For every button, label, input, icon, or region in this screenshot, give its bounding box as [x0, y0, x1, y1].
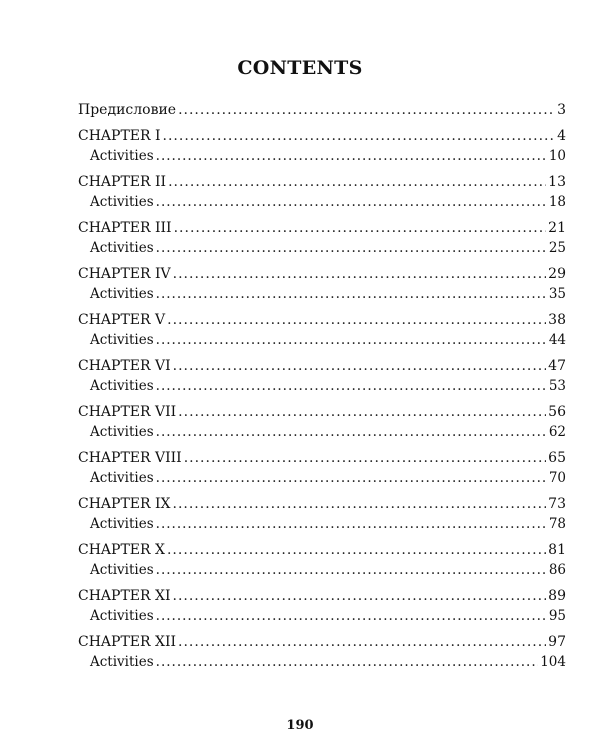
toc-entry-label: CHAPTER I [78, 128, 161, 144]
toc-leader-dots [167, 540, 546, 560]
toc-entry-page: 81 [548, 542, 566, 558]
toc-entry-page: 18 [548, 194, 566, 210]
toc-leader-dots [156, 330, 547, 350]
toc-entry-label: Activities [90, 562, 154, 578]
toc-leader-dots [168, 172, 546, 192]
toc-entry-page: 4 [557, 128, 566, 144]
toc-group-chapter-9 [78, 494, 566, 534]
toc-entry-page: 25 [548, 240, 566, 256]
toc-entry-chapter-2[interactable] [78, 172, 566, 192]
toc-entry-label: CHAPTER IV [78, 266, 171, 282]
toc-entry-label: CHAPTER VI [78, 358, 171, 374]
toc-group-chapter-5 [78, 310, 566, 350]
toc-leader-dots [178, 632, 546, 652]
toc-entry-chapter-7[interactable] [78, 402, 566, 422]
toc-entry-page: 3 [557, 102, 566, 118]
toc-entry-page: 35 [548, 286, 566, 302]
toc-group-chapter-3 [78, 218, 566, 258]
toc-entry-activities-2[interactable] [78, 192, 566, 212]
toc-group-chapter-2 [78, 172, 566, 212]
toc-entry-label: Activities [90, 470, 154, 486]
toc-entry-page: 97 [548, 634, 566, 650]
toc-entry-chapter-12[interactable] [78, 632, 566, 652]
toc-entry-label: Activities [90, 654, 154, 670]
toc-leader-dots [156, 146, 547, 166]
toc-leader-dots [163, 126, 556, 146]
toc-entry-label: Activities [90, 148, 154, 164]
toc-entry-activities-3[interactable] [78, 238, 566, 258]
toc-entry-activities-6[interactable] [78, 376, 566, 396]
toc-leader-dots [156, 284, 547, 304]
toc-leader-dots [173, 586, 547, 606]
toc-entry-label: Предисловие [78, 102, 177, 118]
toc-entry-label: Activities [90, 424, 154, 440]
table-of-contents [78, 100, 566, 678]
toc-entry-chapter-8[interactable] [78, 448, 566, 468]
page-title: CONTENTS [237, 57, 363, 79]
toc-group-chapter-12 [78, 632, 566, 672]
toc-entry-chapter-3[interactable] [78, 218, 566, 238]
toc-entry-label: Activities [90, 286, 154, 302]
toc-group-chapter-1 [78, 126, 566, 166]
toc-leader-dots [156, 422, 547, 442]
toc-entry-page: 21 [548, 220, 566, 236]
toc-entry-label: CHAPTER VII [78, 404, 177, 420]
toc-entry-chapter-1[interactable] [78, 126, 566, 146]
toc-entry-preface[interactable] [78, 100, 566, 120]
toc-leader-dots [156, 514, 547, 534]
page-number: 190 [286, 718, 314, 733]
toc-entry-label: CHAPTER VIII [78, 450, 182, 466]
toc-entry-activities-4[interactable] [78, 284, 566, 304]
toc-entry-page: 70 [548, 470, 566, 486]
toc-entry-page: 53 [548, 378, 566, 394]
toc-entry-label: Activities [90, 332, 154, 348]
toc-leader-dots [173, 264, 547, 284]
toc-leader-dots [184, 448, 546, 468]
toc-group-chapter-6 [78, 356, 566, 396]
toc-group-chapter-8 [78, 448, 566, 488]
toc-leader-dots [156, 238, 547, 258]
toc-leader-dots [156, 192, 547, 212]
toc-leader-dots [156, 560, 547, 580]
toc-leader-dots [156, 606, 547, 626]
toc-leader-dots [178, 402, 546, 422]
toc-entry-chapter-4[interactable] [78, 264, 566, 284]
toc-leader-dots [167, 310, 546, 330]
toc-leader-dots [156, 652, 539, 672]
toc-group-chapter-4 [78, 264, 566, 304]
toc-entry-label: CHAPTER IX [78, 496, 171, 512]
toc-entry-label: CHAPTER III [78, 220, 172, 236]
toc-entry-chapter-11[interactable] [78, 586, 566, 606]
toc-entry-label: CHAPTER X [78, 542, 165, 558]
toc-entry-label: Activities [90, 516, 154, 532]
toc-entry-activities-8[interactable] [78, 468, 566, 488]
toc-entry-page: 62 [548, 424, 566, 440]
toc-entry-page: 13 [548, 174, 566, 190]
toc-entry-chapter-6[interactable] [78, 356, 566, 376]
toc-entry-chapter-5[interactable] [78, 310, 566, 330]
toc-entry-page: 38 [548, 312, 566, 328]
toc-entry-page: 65 [548, 450, 566, 466]
toc-entry-label: Activities [90, 240, 154, 256]
toc-entry-page: 73 [548, 496, 566, 512]
toc-entry-page: 104 [540, 654, 566, 670]
toc-entry-page: 78 [548, 516, 566, 532]
toc-entry-page: 86 [548, 562, 566, 578]
toc-group-preface [78, 100, 566, 120]
toc-group-chapter-10 [78, 540, 566, 580]
toc-entry-label: CHAPTER II [78, 174, 167, 190]
toc-entry-label: Activities [90, 378, 154, 394]
toc-entry-page: 47 [548, 358, 566, 374]
toc-entry-activities-5[interactable] [78, 330, 566, 350]
toc-leader-dots [156, 376, 547, 396]
toc-leader-dots [178, 100, 555, 120]
toc-leader-dots [173, 494, 547, 514]
toc-entry-page: 95 [548, 608, 566, 624]
toc-entry-page: 89 [548, 588, 566, 604]
toc-entry-activities-10[interactable] [78, 560, 566, 580]
toc-entry-label: Activities [90, 608, 154, 624]
toc-entry-page: 10 [548, 148, 566, 164]
toc-entry-label: CHAPTER XII [78, 634, 177, 650]
toc-entry-page: 29 [548, 266, 566, 282]
toc-entry-activities-11[interactable] [78, 606, 566, 626]
toc-entry-label: CHAPTER XI [78, 588, 171, 604]
toc-entry-activities-12[interactable] [78, 652, 566, 672]
toc-group-chapter-7 [78, 402, 566, 442]
toc-entry-activities-1[interactable] [78, 146, 566, 166]
toc-leader-dots [156, 468, 547, 488]
toc-entry-page: 44 [548, 332, 566, 348]
toc-entry-label: Activities [90, 194, 154, 210]
toc-leader-dots [174, 218, 547, 238]
toc-entry-label: CHAPTER V [78, 312, 166, 328]
toc-entry-chapter-10[interactable] [78, 540, 566, 560]
toc-entry-chapter-9[interactable] [78, 494, 566, 514]
toc-entry-page: 56 [548, 404, 566, 420]
toc-group-chapter-11 [78, 586, 566, 626]
toc-entry-activities-9[interactable] [78, 514, 566, 534]
toc-leader-dots [173, 356, 547, 376]
toc-entry-activities-7[interactable] [78, 422, 566, 442]
